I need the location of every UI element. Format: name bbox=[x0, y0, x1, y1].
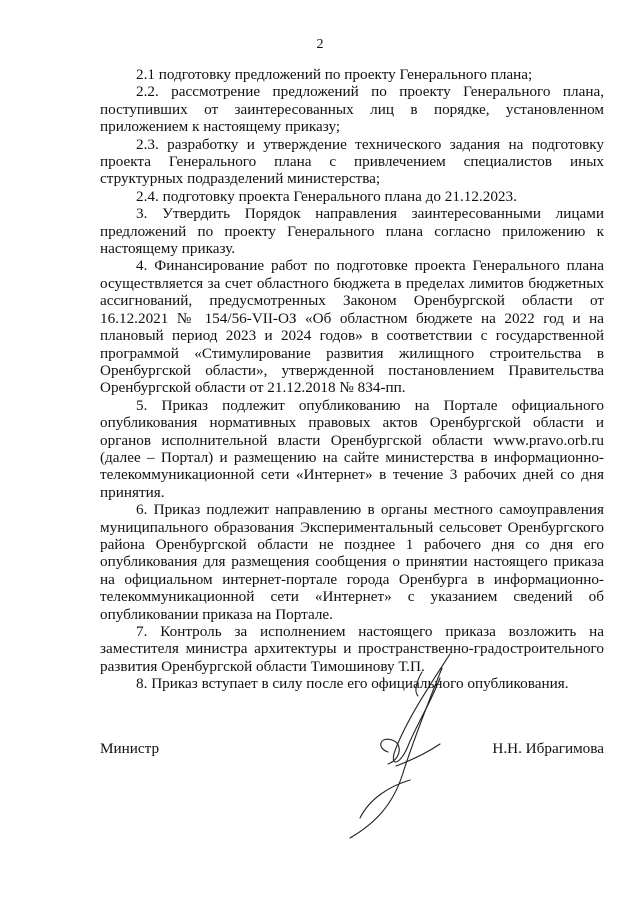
paragraph-8: 8. Приказ вступает в силу после его официального опубликования. bbox=[136, 675, 569, 693]
paragraph-2-4: 2.4. подготовку проекта Генерального плана до 21.12.2023. bbox=[136, 187, 517, 205]
paragraph-2-1: 2.1 подготовку предложений по проекту Генерального плана; bbox=[136, 66, 533, 83]
paragraph-7: 7. Контроль за исполнением настоящего приказа возложить на заместителя министра архитектуры и пространственно-градостроительного развития Оренбургской области Тимошинову Т.П. bbox=[100, 623, 604, 675]
signatory-title: Министр bbox=[100, 740, 160, 757]
paragraph-4: 4. Финансирование работ по подготовке проекта Генерального плана осуществляется за счет областного бюджета в пределах лимитов бюджетных ассигнований, предусмотренных Законом Оренбургской области от 16.12.2021 № 154/56-VII-ОЗ «Об областном бюджете на 2022 год и на плановый период 2023 и 2024 годов» в соответствии с государственной программой «Стимулирование развития жилищного строительства в Оренбургской области», утвержденной постановлением Правительства Оренбургской области от 21.12.2018 № 834-пп. bbox=[100, 257, 604, 397]
signatory-name: Н.Н. Ибрагимова bbox=[492, 740, 604, 757]
paragraph-2-3: 2.3. разработку и утверждение технического задания на подготовку проекта Генерального плана с привлечением специалистов иных структурных подразделений министерства; bbox=[100, 135, 604, 188]
paragraph-3: 3. Утвердить Порядок направления заинтересованными лицами предложений по проекту Генерального плана согласно приложению к настоящему приказу. bbox=[100, 205, 604, 258]
paragraph-5: 5. Приказ подлежит опубликованию на Портале официального опубликования нормативных правовых актов Оренбургской области и органов исполнительной власти Оренбургской области www.pravo.orb.ru (далее – Портал) и размещению на сайте министерства в информационно-телекоммуникационной сети «Интернет» в течение 3 рабочих дней со дня принятия. bbox=[100, 396, 604, 501]
page-number: 2 bbox=[316, 37, 324, 52]
paragraph-6: 6. Приказ подлежит направлению в органы местного самоуправления муниципального образования Экспериментальный сельсовет Оренбургского района Оренбургской области не позднее 1 рабочего дня со дня его опубликования для размещения сообщения о принятии настоящего приказа на официальном интернет-портале города Оренбурга в информационно-телекоммуникационной сети «Интернет» с указанием сведений об опубликовании приказа на Портале. bbox=[100, 501, 604, 623]
paragraph-2-2: 2.2. рассмотрение предложений по проекту Генерального плана, поступивших от заинтересованных лиц в порядке, установленном приложением к настоящему приказу; bbox=[100, 83, 604, 136]
handwritten-signature bbox=[330, 648, 470, 848]
document-body bbox=[100, 66, 604, 693]
